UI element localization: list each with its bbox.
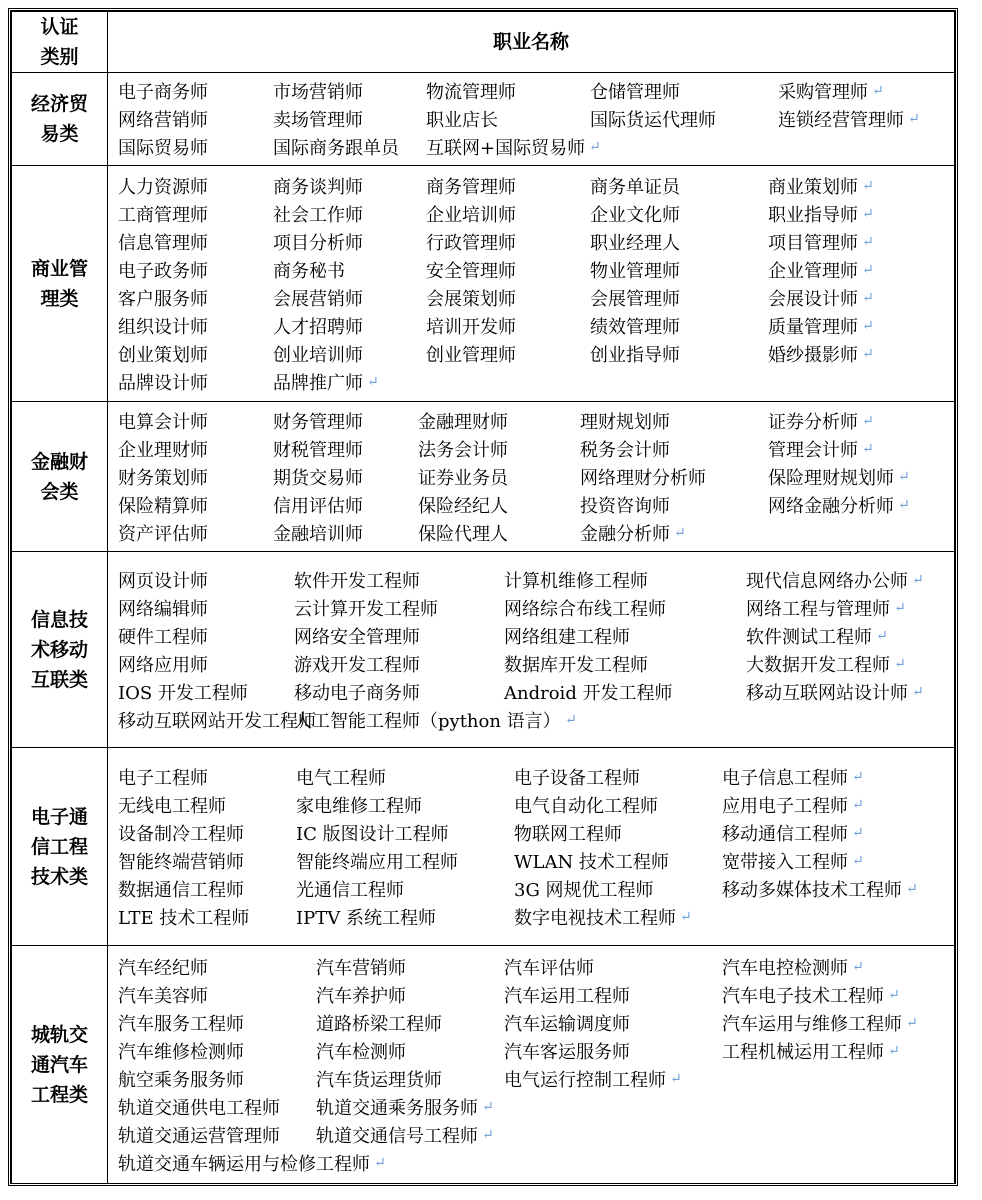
occupation-item: 创业管理师 bbox=[426, 344, 516, 366]
occupation-item: 国际商务跟单员 bbox=[273, 138, 399, 159]
occupation-item: 创业指导师 bbox=[590, 344, 680, 366]
occupation-item: 网络编辑师 bbox=[118, 598, 208, 620]
occupation-item: LTE 技术工程师 bbox=[118, 907, 250, 929]
category-label-line: 技术类 bbox=[30, 865, 88, 888]
occupation-item: WLAN 技术工程师 bbox=[514, 851, 669, 873]
paragraph-mark-icon: ↵ bbox=[852, 824, 864, 841]
occupation-item: 电气自动化工程师 bbox=[514, 795, 658, 817]
occupation-item: 轨道交通供电工程师 bbox=[118, 1097, 280, 1119]
occupation-line bbox=[118, 1149, 948, 1177]
occupation-item: 网络理财分析师 bbox=[580, 467, 706, 489]
occupation-line bbox=[118, 1121, 948, 1149]
occupation-item: 航空乘务服务师 bbox=[118, 1069, 244, 1091]
paragraph-mark-icon: ↵ bbox=[862, 261, 874, 278]
occupation-item: 网络金融分析师 bbox=[768, 495, 894, 517]
occupation-item: 汽车评估师 bbox=[504, 957, 594, 979]
occupation-line bbox=[118, 407, 948, 435]
occupation-line bbox=[118, 1009, 948, 1037]
occupation-line bbox=[118, 284, 948, 312]
category-label bbox=[12, 73, 108, 166]
paragraph-mark-icon: ↵ bbox=[894, 599, 906, 616]
occupation-item: 物流管理师 bbox=[426, 82, 516, 103]
category-label-line: 金融财 bbox=[30, 450, 88, 473]
occupation-item: 大数据开发工程师 bbox=[746, 654, 890, 676]
paragraph-mark-icon: ↵ bbox=[906, 880, 918, 897]
occupation-line bbox=[118, 678, 948, 706]
occupation-item: 期货交易师 bbox=[273, 467, 363, 489]
occupation-item: 绩效管理师 bbox=[590, 316, 680, 338]
occupation-item: 电子工程师 bbox=[118, 767, 208, 789]
occupation-item: 安全管理师 bbox=[426, 260, 516, 282]
category-label bbox=[12, 402, 108, 552]
paragraph-mark-icon: ↵ bbox=[589, 139, 601, 155]
category-row bbox=[12, 402, 955, 552]
occupation-item: 国际贸易师 bbox=[118, 138, 208, 159]
occupation-item: 智能终端营销师 bbox=[118, 851, 244, 873]
occupation-item: 应用电子工程师 bbox=[722, 795, 848, 817]
occupation-line bbox=[118, 133, 948, 161]
category-label-line: 会类 bbox=[40, 480, 79, 503]
occupation-item: 数据库开发工程师 bbox=[504, 654, 648, 676]
occupation-item: 汽车货运理货师 bbox=[316, 1069, 442, 1091]
occupation-item: 商务管理师 bbox=[426, 176, 516, 198]
header-occupation bbox=[108, 12, 955, 73]
occupation-item: 网络工程与管理师 bbox=[746, 598, 890, 620]
occupation-item: 电子政务师 bbox=[118, 260, 208, 282]
occupation-item: 企业理财师 bbox=[118, 439, 208, 461]
occupation-item: 人才招聘师 bbox=[273, 316, 363, 338]
occupation-item: 金融分析师 bbox=[580, 523, 670, 545]
occupation-item: 商务秘书 bbox=[273, 260, 345, 282]
occupation-item: 投资咨询师 bbox=[580, 495, 670, 517]
occupation-item: 信息管理师 bbox=[118, 232, 208, 254]
occupation-line bbox=[118, 791, 948, 819]
category-label-line: 工程类 bbox=[30, 1083, 88, 1106]
paragraph-mark-icon: ↵ bbox=[565, 711, 577, 728]
occupation-item: 财务策划师 bbox=[118, 467, 208, 489]
occupation-line bbox=[118, 435, 948, 463]
paragraph-mark-icon: ↵ bbox=[852, 852, 864, 869]
category-row bbox=[12, 946, 955, 1184]
occupation-line bbox=[118, 566, 948, 594]
header-category-line: 认证 bbox=[40, 16, 79, 38]
paragraph-mark-icon: ↵ bbox=[674, 524, 686, 541]
occupation-list bbox=[108, 402, 955, 552]
occupation-item: 汽车经纪师 bbox=[118, 957, 208, 979]
occupation-line bbox=[118, 622, 948, 650]
occupation-item: 软件开发工程师 bbox=[294, 570, 420, 592]
occupation-item: 连锁经营管理师 bbox=[778, 110, 904, 131]
occupation-item: 电子商务师 bbox=[118, 82, 208, 103]
occupation-item: 商业策划师 bbox=[768, 176, 858, 198]
occupation-item: 数字电视技术工程师 bbox=[514, 907, 676, 929]
occupation-item: 互联网+国际贸易师 bbox=[426, 138, 586, 159]
occupation-line bbox=[118, 256, 948, 284]
occupation-item: 法务会计师 bbox=[418, 439, 508, 461]
occupation-item: 移动互联网站设计师 bbox=[746, 682, 908, 704]
document-frame bbox=[8, 8, 958, 1186]
occupation-item: 游戏开发工程师 bbox=[294, 654, 420, 676]
occupation-item: 保险经纪人 bbox=[418, 495, 508, 517]
occupation-item: 电气运行控制工程师 bbox=[504, 1069, 666, 1091]
paragraph-mark-icon: ↵ bbox=[367, 373, 379, 390]
category-label bbox=[12, 166, 108, 402]
occupation-item: IC 版图设计工程师 bbox=[296, 823, 449, 845]
occupation-item: 移动互联网站开发工程师 bbox=[118, 710, 316, 732]
occupation-line bbox=[118, 77, 948, 105]
occupation-item: 移动电子商务师 bbox=[294, 682, 420, 704]
paragraph-mark-icon: ↵ bbox=[912, 683, 924, 700]
occupation-item: 3G 网规优工程师 bbox=[514, 879, 654, 901]
occupation-item: 汽车客运服务师 bbox=[504, 1041, 630, 1063]
occupation-line bbox=[118, 903, 948, 931]
occupation-line bbox=[118, 1065, 948, 1093]
paragraph-mark-icon: ↵ bbox=[876, 627, 888, 644]
paragraph-mark-icon: ↵ bbox=[852, 796, 864, 813]
occupation-item: 汽车运用与维修工程师 bbox=[722, 1013, 902, 1035]
occupation-list bbox=[108, 552, 955, 748]
paragraph-mark-icon: ↵ bbox=[908, 111, 920, 127]
occupation-item: 电气工程师 bbox=[296, 767, 386, 789]
occupation-item: 汽车美容师 bbox=[118, 985, 208, 1007]
occupation-item: 企业文化师 bbox=[590, 204, 680, 226]
occupation-item: 家电维修工程师 bbox=[296, 795, 422, 817]
occupation-line bbox=[118, 819, 948, 847]
occupation-item: 企业管理师 bbox=[768, 260, 858, 282]
occupation-item: 数据通信工程师 bbox=[118, 879, 244, 901]
occupation-item: 金融理财师 bbox=[418, 411, 508, 433]
occupation-line bbox=[118, 172, 948, 200]
occupation-item: IPTV 系统工程师 bbox=[296, 907, 436, 929]
occupation-item: 理财规划师 bbox=[580, 411, 670, 433]
paragraph-mark-icon: ↵ bbox=[912, 571, 924, 588]
occupation-item: 移动多媒体技术工程师 bbox=[722, 879, 902, 901]
occupation-item: 职业经理人 bbox=[590, 232, 680, 254]
category-label-line: 理类 bbox=[40, 287, 79, 310]
paragraph-mark-icon: ↵ bbox=[862, 233, 874, 250]
paragraph-mark-icon: ↵ bbox=[862, 205, 874, 222]
occupation-item: 行政管理师 bbox=[426, 232, 516, 254]
occupation-item: 保险理财规划师 bbox=[768, 467, 894, 489]
occupation-item: 培训开发师 bbox=[426, 316, 516, 338]
occupation-item: 婚纱摄影师 bbox=[768, 344, 858, 366]
paragraph-mark-icon: ↵ bbox=[898, 496, 910, 513]
occupation-item: 汽车维修检测师 bbox=[118, 1041, 244, 1063]
paragraph-mark-icon: ↵ bbox=[888, 986, 900, 1003]
category-label bbox=[12, 552, 108, 748]
header-category bbox=[12, 12, 108, 73]
category-label bbox=[12, 946, 108, 1184]
occupation-item: 工商管理师 bbox=[118, 204, 208, 226]
occupation-item: 人力资源师 bbox=[118, 176, 208, 198]
occupation-item: 职业指导师 bbox=[768, 204, 858, 226]
category-row bbox=[12, 552, 955, 748]
occupation-item: 创业培训师 bbox=[273, 344, 363, 366]
occupation-item: 会展设计师 bbox=[768, 288, 858, 310]
occupation-item: 工程机械运用工程师 bbox=[722, 1041, 884, 1063]
occupation-list bbox=[108, 73, 955, 166]
category-label bbox=[12, 748, 108, 946]
occupation-item: 网络组建工程师 bbox=[504, 626, 630, 648]
occupation-item: 金融培训师 bbox=[273, 523, 363, 545]
occupation-item: 企业培训师 bbox=[426, 204, 516, 226]
paragraph-mark-icon: ↵ bbox=[862, 317, 874, 334]
paragraph-mark-icon: ↵ bbox=[862, 177, 874, 194]
occupation-list bbox=[108, 748, 955, 946]
occupation-item: 网络应用师 bbox=[118, 654, 208, 676]
occupation-item: 保险代理人 bbox=[418, 523, 508, 545]
occupation-item: 汽车运用工程师 bbox=[504, 985, 630, 1007]
category-label-line: 易类 bbox=[40, 123, 79, 145]
occupation-item: 资产评估师 bbox=[118, 523, 208, 545]
occupation-item: 网络营销师 bbox=[118, 110, 208, 131]
occupation-item: 轨道交通乘务服务师 bbox=[316, 1097, 478, 1119]
occupation-item: 创业策划师 bbox=[118, 344, 208, 366]
paragraph-mark-icon: ↵ bbox=[906, 1014, 918, 1031]
paragraph-mark-icon: ↵ bbox=[898, 468, 910, 485]
occupation-item: 项目分析师 bbox=[273, 232, 363, 254]
occupation-item: IOS 开发工程师 bbox=[118, 682, 248, 704]
occupation-item: 商务单证员 bbox=[590, 176, 680, 198]
occupation-line bbox=[118, 1093, 948, 1121]
occupation-item: 市场营销师 bbox=[273, 82, 363, 103]
occupation-item: 移动通信工程师 bbox=[722, 823, 848, 845]
occupation-item: 采购管理师 bbox=[778, 82, 868, 103]
occupation-item: 仓储管理师 bbox=[590, 82, 680, 103]
occupation-line bbox=[118, 228, 948, 256]
occupation-item: 信用评估师 bbox=[273, 495, 363, 517]
occupation-item: 人工智能工程师（python 语言） bbox=[294, 710, 561, 732]
occupation-item: 质量管理师 bbox=[768, 316, 858, 338]
occupation-item: 云计算开发工程师 bbox=[294, 598, 438, 620]
occupation-item: 汽车电子技术工程师 bbox=[722, 985, 884, 1007]
occupation-item: 社会工作师 bbox=[273, 204, 363, 226]
paragraph-mark-icon: ↵ bbox=[482, 1126, 494, 1143]
occupation-item: 品牌推广师 bbox=[273, 372, 363, 394]
header-occupation-label: 职业名称 bbox=[492, 31, 569, 53]
occupation-line bbox=[118, 953, 948, 981]
occupation-line bbox=[118, 650, 948, 678]
occupation-item: 证券分析师 bbox=[768, 411, 858, 433]
occupation-item: 轨道交通车辆运用与检修工程师 bbox=[118, 1153, 370, 1175]
category-row bbox=[12, 748, 955, 946]
occupation-item: 现代信息网络办公师 bbox=[746, 570, 908, 592]
occupation-item: 道路桥梁工程师 bbox=[316, 1013, 442, 1035]
category-label-line: 信工程 bbox=[30, 835, 88, 858]
occupation-item: 保险精算师 bbox=[118, 495, 208, 517]
occupation-line bbox=[118, 340, 948, 368]
paragraph-mark-icon: ↵ bbox=[482, 1098, 494, 1115]
occupation-item: 卖场管理师 bbox=[273, 110, 363, 131]
occupation-item: 汽车检测师 bbox=[316, 1041, 406, 1063]
occupation-item: 电子设备工程师 bbox=[514, 767, 640, 789]
occupation-item: 组织设计师 bbox=[118, 316, 208, 338]
occupation-item: 国际货运代理师 bbox=[590, 110, 716, 131]
paragraph-mark-icon: ↵ bbox=[670, 1070, 682, 1087]
occupation-item: 光通信工程师 bbox=[296, 879, 404, 901]
occupation-item: 汽车养护师 bbox=[316, 985, 406, 1007]
occupation-item: 会展管理师 bbox=[590, 288, 680, 310]
paragraph-mark-icon: ↵ bbox=[862, 440, 874, 457]
occupation-item: 智能终端应用工程师 bbox=[296, 851, 458, 873]
paragraph-mark-icon: ↵ bbox=[862, 412, 874, 429]
occupation-item: 财税管理师 bbox=[273, 439, 363, 461]
occupation-item: 汽车电控检测师 bbox=[722, 957, 848, 979]
occupation-item: 网络安全管理师 bbox=[294, 626, 420, 648]
category-label-line: 商业管 bbox=[30, 257, 88, 280]
occupation-item: 财务管理师 bbox=[273, 411, 363, 433]
occupation-item: 无线电工程师 bbox=[118, 795, 226, 817]
occupation-list bbox=[108, 166, 955, 402]
occupation-line bbox=[118, 312, 948, 340]
paragraph-mark-icon: ↵ bbox=[374, 1154, 386, 1171]
occupation-item: 物联网工程师 bbox=[514, 823, 622, 845]
paragraph-mark-icon: ↵ bbox=[888, 1042, 900, 1059]
category-label-line: 术移动 bbox=[30, 638, 88, 661]
occupation-line bbox=[118, 763, 948, 791]
header-category-line: 类别 bbox=[40, 46, 79, 68]
category-row bbox=[12, 73, 955, 166]
occupation-item: 轨道交通信号工程师 bbox=[316, 1125, 478, 1147]
occupation-item: 管理会计师 bbox=[768, 439, 858, 461]
occupation-list bbox=[108, 946, 955, 1184]
occupation-item: 品牌设计师 bbox=[118, 372, 208, 394]
category-label-line: 城轨交 bbox=[30, 1023, 88, 1046]
occupation-item: 硬件工程师 bbox=[118, 626, 208, 648]
occupation-line bbox=[118, 981, 948, 1009]
occupation-item: 软件测试工程师 bbox=[746, 626, 872, 648]
paragraph-mark-icon: ↵ bbox=[852, 768, 864, 785]
occupation-item: 税务会计师 bbox=[580, 439, 670, 461]
occupation-item: 职业店长 bbox=[426, 110, 498, 131]
paragraph-mark-icon: ↵ bbox=[852, 958, 864, 975]
paragraph-mark-icon: ↵ bbox=[872, 83, 884, 99]
occupation-item: 商务谈判师 bbox=[273, 176, 363, 198]
occupation-item: 电算会计师 bbox=[118, 411, 208, 433]
paragraph-mark-icon: ↵ bbox=[862, 289, 874, 306]
header-row bbox=[12, 12, 955, 73]
occupation-line bbox=[118, 847, 948, 875]
category-label-line: 电子通 bbox=[30, 805, 88, 828]
occupation-item: 会展营销师 bbox=[273, 288, 363, 310]
occupation-line bbox=[118, 200, 948, 228]
category-label-line: 经济贸 bbox=[30, 93, 88, 115]
occupation-item: 轨道交通运营管理师 bbox=[118, 1125, 280, 1147]
occupation-item: 物业管理师 bbox=[590, 260, 680, 282]
category-row bbox=[12, 166, 955, 402]
category-label-line: 通汽车 bbox=[30, 1053, 88, 1076]
occupation-item: 电子信息工程师 bbox=[722, 767, 848, 789]
occupation-item: 证券业务员 bbox=[418, 467, 508, 489]
occupation-line bbox=[118, 368, 948, 396]
occupation-item: 网页设计师 bbox=[118, 570, 208, 592]
occupation-item: 设备制冷工程师 bbox=[118, 823, 244, 845]
occupation-line bbox=[118, 463, 948, 491]
paragraph-mark-icon: ↵ bbox=[894, 655, 906, 672]
occupation-line bbox=[118, 706, 948, 734]
occupation-line bbox=[118, 875, 948, 903]
occupation-line bbox=[118, 594, 948, 622]
occupation-item: 汽车营销师 bbox=[316, 957, 406, 979]
occupation-item: 项目管理师 bbox=[768, 232, 858, 254]
occupation-line bbox=[118, 519, 948, 547]
occupation-item: Android 开发工程师 bbox=[504, 682, 673, 704]
occupation-line bbox=[118, 105, 948, 133]
occupation-item: 网络综合布线工程师 bbox=[504, 598, 666, 620]
certification-table bbox=[11, 11, 955, 1184]
occupation-item: 会展策划师 bbox=[426, 288, 516, 310]
occupation-line bbox=[118, 1037, 948, 1065]
category-label-line: 信息技 bbox=[30, 608, 88, 631]
occupation-item: 客户服务师 bbox=[118, 288, 208, 310]
occupation-item: 汽车运输调度师 bbox=[504, 1013, 630, 1035]
category-label-line: 互联类 bbox=[30, 668, 88, 691]
occupation-item: 汽车服务工程师 bbox=[118, 1013, 244, 1035]
occupation-item: 宽带接入工程师 bbox=[722, 851, 848, 873]
paragraph-mark-icon: ↵ bbox=[862, 345, 874, 362]
occupation-line bbox=[118, 491, 948, 519]
occupation-item: 计算机维修工程师 bbox=[504, 570, 648, 592]
paragraph-mark-icon: ↵ bbox=[680, 908, 692, 925]
